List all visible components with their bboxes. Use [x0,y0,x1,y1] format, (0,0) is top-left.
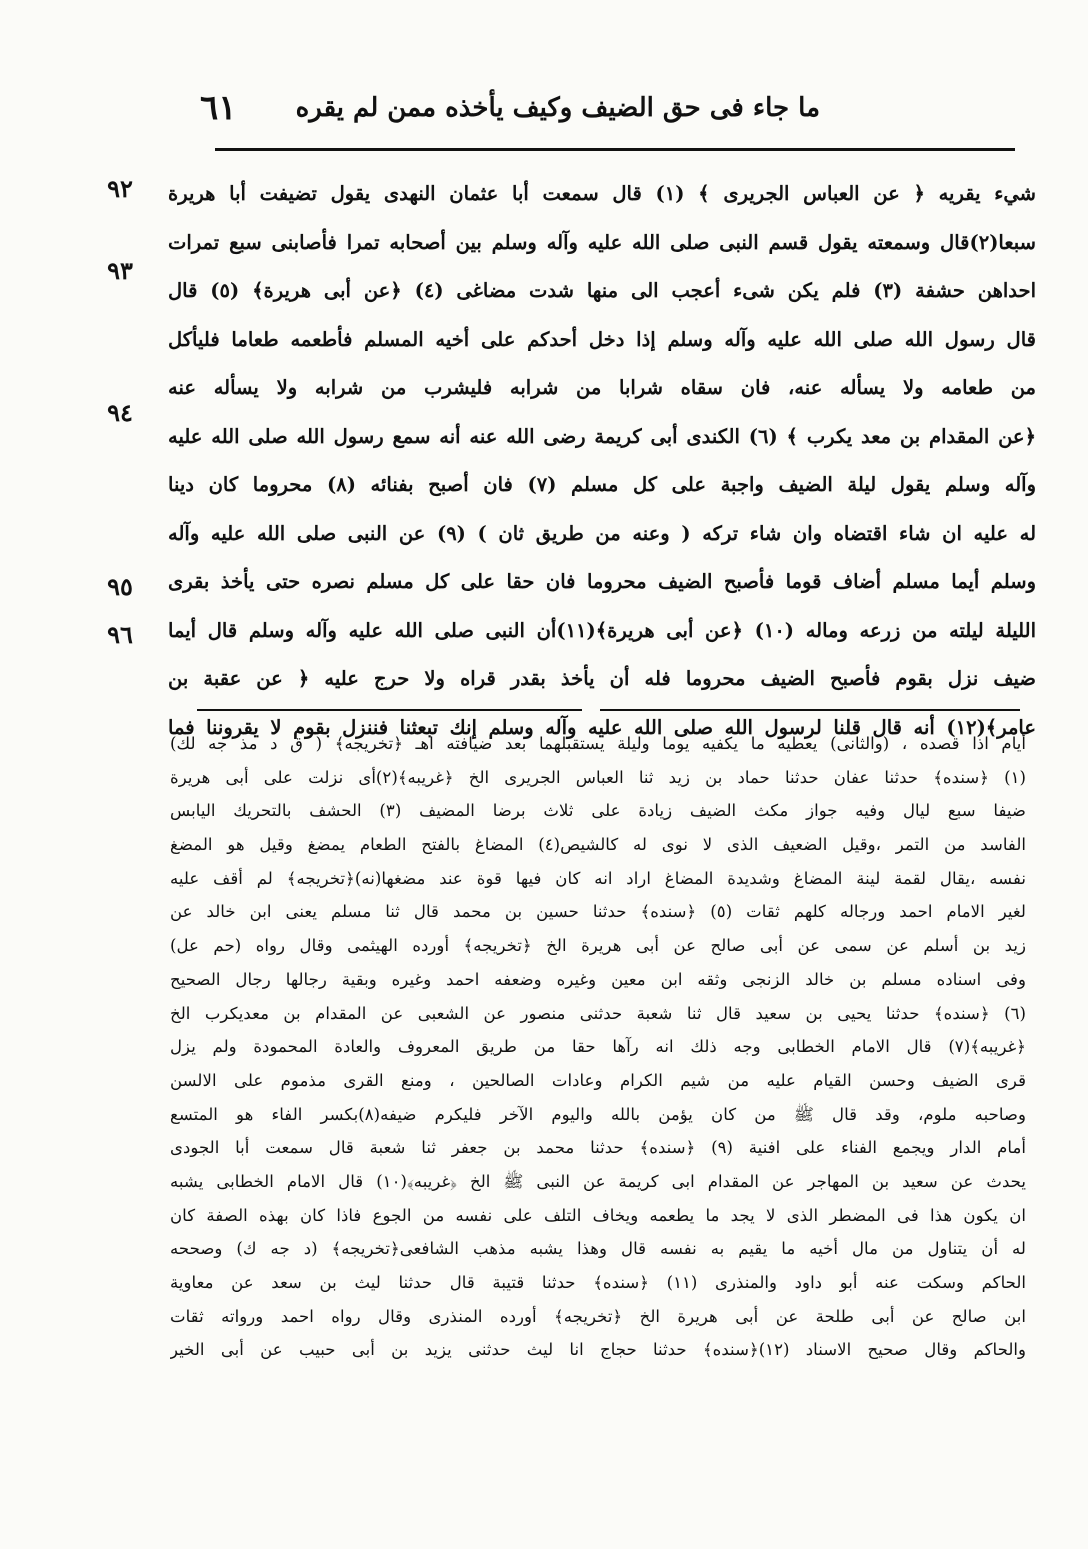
main-text-line: وآله وسلم يقول ليلة الضيف واجبة على كل مسلم (٧) فان أصبح بفنائه (٨) محروما كان دينا [168,473,1036,496]
main-text-line: وسلم أيما مسلم أضاف قوما فأصبح الضيف محروما فان حقا على كل مسلم نصره حتى يأخذ بقرى [168,570,1036,593]
footnote-line: والحاكم وقال صحيح الاسناد (١٢)﴿سنده﴾ حدثنا حجاج انا ليث حدثنى يزيد بن أبى حبيب عن أبى الخير [170,1340,1026,1360]
hadith-number: ٩٦ [107,620,133,649]
footnote-line: يحدث عن سعيد بن المهاجر عن المقدام ابى كريمة عن النبى ﷺ الخ ﴿غريبه﴾(١٠) قال الامام الخطابى يشبه [170,1171,1026,1191]
footnote-line: (٦) ﴿سنده﴾ حدثنا يحيى بن سعيد قال ثنا شعبة حدثنى منصور عن الشعبى عن المقدام بن معديكرب الخ [170,1003,1026,1023]
main-text [168,170,1036,752]
footnote-line: ان يكون هذا فى المضطر الذى لا يجد ما يطعمه ويخاف التلف على نفسه من الجوع فاذا كان بهذه الصفة كان [170,1205,1026,1225]
main-text-line: الليلة ليلته من زرعه وماله (١٠) ﴿عن أبى هريرة﴾(١١)أن النبى صلى الله عليه وآله وسلم قال أيما [168,618,1036,642]
main-text-line: احداهن حشفة (٣) فلم يكن شىء أعجب الى منها شدت مضاغى (٤) ﴿عن أبى هريرة﴾ (٥) قال [168,279,1036,302]
running-title: ما جاء فى حق الضيف وكيف يأخذه ممن لم يقره [295,93,820,123]
header-rule [215,148,1015,151]
main-text-line: شيء يقريه ﴿ عن العباس الجريرى ﴾ (١) قال سمعت أبا عثمان النهدى يقول تضيفت أبا هريرة [168,182,1036,205]
footnote-line: (١) ﴿سنده﴾ حدثنا عفان حدثنا حماد بن زيد ثنا العباس الجريرى الخ ﴿غريبه﴾(٢)أى نزلت على أبى هريرة [170,767,1026,787]
hadith-number: ٩٢ [107,174,133,203]
hadith-number: ٩٤ [107,398,133,427]
page-header [200,86,820,130]
footnote-line: الفاسد من التمر ،وقيل الضعيف الذى لا نوى له كالشيص(٤) المضاغ بالفتح الطعام يمضغ وقيل هو المضغ [170,835,1026,855]
footnote-line: له أن يتناول من مال أخيه ما يقيم به نفسه قال وهذا يشبه مذهب الشافعى﴿تخريجه﴾ (د جه ك) وصححه [170,1239,1026,1259]
footnote-line: وفى اسناده مسلم بن خالد الزنجى وثقه ابن معين وغيره وضعفه احمد وغيره وبقية رجالها رجال الصحيح [170,969,1026,989]
footnote-line: نفسه ،يقال لقمة لينة المضاغ وشديدة المضاغ اراد انه كان فيها قوة عند مضغها(نه)﴿تخريجه﴾ لم أقف عليه [170,868,1026,888]
main-text-line: ﴿عن المقدام بن معد يكرب ﴾ (٦) الكندى أبى كريمة رضى الله عنه أنه سمع رسول الله صلى الله عليه [168,424,1036,448]
footnote-line: وصاحبه ملوم، وقد قال ﷺ من كان يؤمن بالله واليوم الآخر فليكرم ضيفه(٨)بكسر الفاء هو المتسع [170,1104,1026,1124]
footnote-line: أمام الدار ويجمع الفناء على افنية (٩) ﴿سنده﴾ حدثنا محمد بن جعفر ثنا شعبة قال سمعت أبا الجودى [170,1138,1026,1158]
footnote-line: الحاكم وسكت عنه أبو داود والمنذرى (١١) ﴿سنده﴾ حدثنا قتيبة قال حدثنا ليث بن سعد عن معاوية [170,1273,1026,1292]
footnotes [170,727,1026,1367]
footnote-line: ابن صالح عن أبى طلحة عن أبى هريرة الخ ﴿تخريجه﴾ أورده المنذرى وقال رواه احمد ورواته ثقات [170,1306,1026,1326]
main-text-line: له عليه ان شاء اقتضاه وان شاء تركه ( وعنه من طريق ثان ) (٩) عن النبى صلى الله عليه وآله [168,521,1036,545]
main-text-line: من طعامه ولا يسأله عنه، فان سقاه شرابا من شرابه فليشرب من شرابه ولا يسأله عنه [168,376,1036,399]
page-number: ٦١ [200,88,237,128]
footnote-line: لغير الامام احمد ورجاله كلهم ثقات (٥) ﴿سنده﴾ حدثنا حسين بن محمد قال ثنا مسلم يعنى ابن خالد عن [170,902,1026,922]
main-text-line: قال رسول الله صلى الله عليه وآله وسلم إذا دخل أحدكم على أخيه المسلم فأطعمه طعاما فليأكل [168,327,1036,351]
footnote-rule-right [600,709,1020,711]
main-text-line: سبعا(٢)قال وسمعته يقول قسم النبى صلى الله عليه وآله وسلم بين أصحابه تمرا فأصابنى سبع تمرات [168,230,1036,254]
footnote-line: ﴿غريبه﴾(٧) قال الامام الخطابى وجه ذلك انه رآها حقا من طريق المعروف والعادة المحمودة ولم يزل [170,1037,1026,1057]
hadith-number: ٩٣ [107,256,133,285]
main-text-line: عامر﴾(١٢) أنه قال قلنا لرسول الله صلى الله عليه وآله وسلم إنك تبعثنا فننزل بقوم لا يقروننا فما [168,715,1036,739]
hadith-number: ٩٥ [107,572,133,601]
footnote-line: قرى الضيف وحسن القيام عليه من شيم الكرام وعادات الصالحين ، ومنع القرى مذموم على الالسن [170,1070,1026,1090]
footnote-line: زيد بن أسلم عن سمى عن أبى صالح عن أبى هريرة الخ ﴿تخريجه﴾ أورده الهيثمى وقال رواه (حم عل) [170,936,1026,956]
main-text-line: ضيف نزل بقوم فأصبح الضيف محروما فله أن يأخذ بقدر قراه ولا حرج عليه ﴿ عن عقبة بن [168,667,1036,690]
footnote-line: أيام اذا قصده ، (والثانى) يعطيه ما يكفيه يوما وليلة يستقبلهما بعد ضيافته اهـ ﴿تخريجه﴾ ( ق د مذ جه لك) [170,734,1026,753]
footnote-line: ضيفا سبع ليال وفيه جواز مكث الضيف زيادة على ثلاث برضا المضيف (٣) الحشف بالتحريك اليابس [170,801,1026,821]
footnote-rule-left [197,709,582,711]
